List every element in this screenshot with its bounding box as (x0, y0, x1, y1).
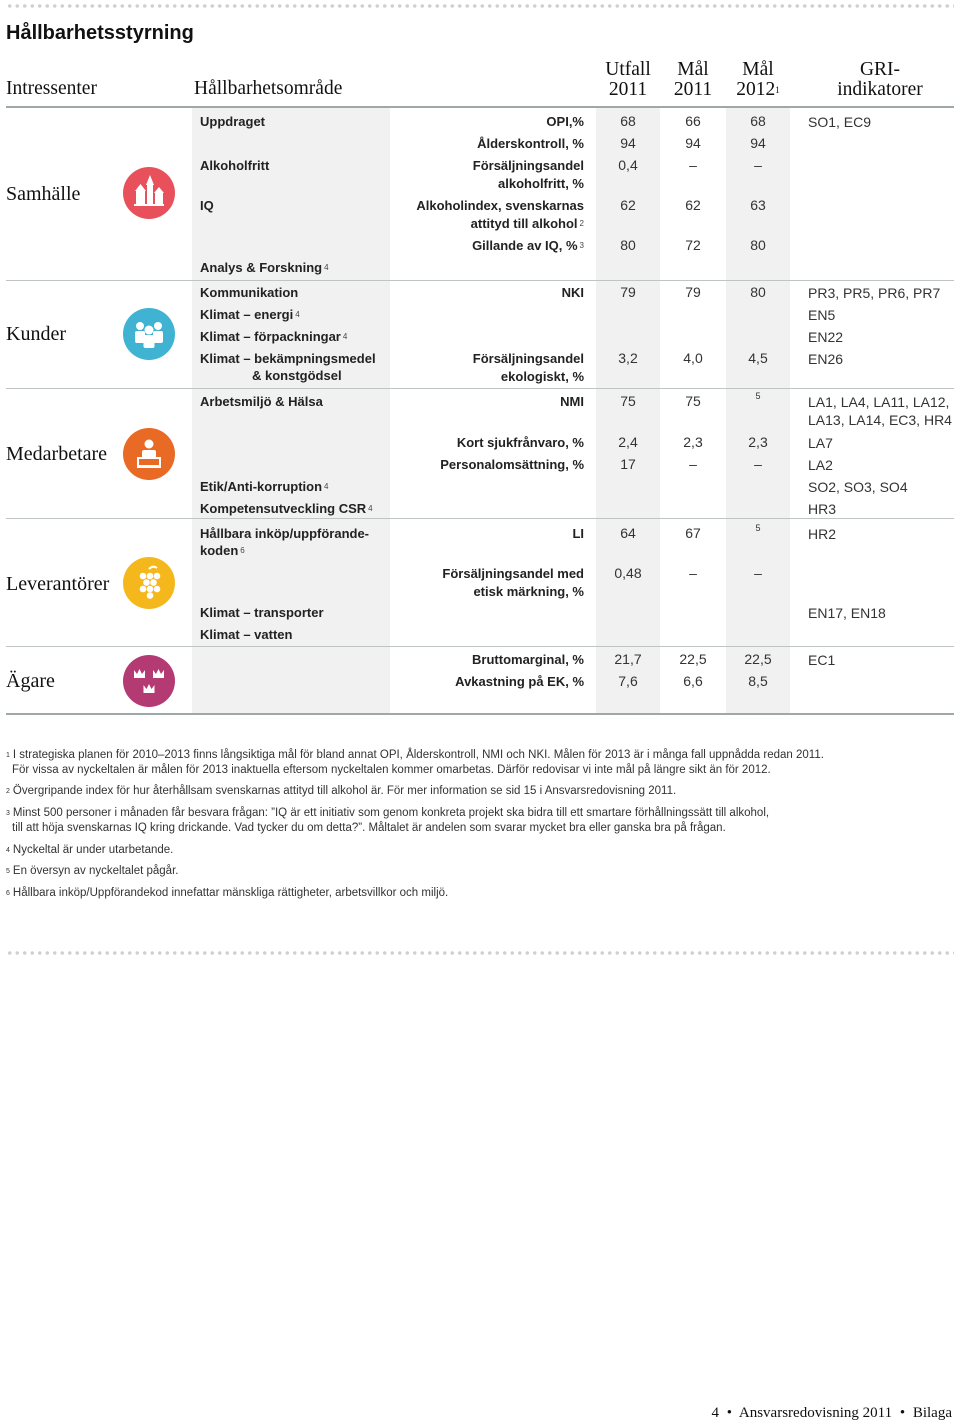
table-row (192, 154, 954, 191)
header-gri (810, 60, 950, 100)
indicator-line-2: ekologiskt, % (500, 369, 584, 384)
goal-2011-value: 22,5 (679, 651, 707, 667)
table-row (192, 390, 954, 428)
indicator-label (473, 157, 584, 193)
table-row (192, 475, 954, 497)
area-label: Alkoholfritt (200, 158, 270, 173)
area-label: Klimat – transporter (200, 605, 324, 620)
goal-2011-value: 4,0 (683, 350, 703, 366)
header-outcome-2011 (596, 60, 660, 100)
outcome-2011-value: 68 (620, 113, 636, 129)
group-separator (6, 388, 954, 389)
footnote-number: 3 (6, 810, 10, 817)
footnote-number: 6 (6, 890, 10, 897)
table-row (192, 281, 954, 303)
outcome-2011-value: 7,6 (618, 673, 638, 689)
table-row (192, 601, 954, 623)
area-line-2: koden (200, 543, 239, 558)
table-bottom-rule (6, 713, 954, 715)
area-text: Klimat – förpackningar (200, 329, 341, 344)
gri-indicators: EN5 (808, 307, 836, 323)
report-name: Ansvarsredovisning 2011 (738, 1405, 893, 1421)
header-gri-bottom: indikatorer (837, 79, 923, 100)
goal-2011-value: 66 (685, 113, 701, 129)
outcome-2011-value: 79 (620, 284, 636, 300)
area-label: Klimat – vatten (200, 627, 293, 642)
goal-2011-value: 67 (685, 525, 701, 541)
outcome-2011-value: 3,2 (618, 350, 638, 366)
gri-line-1: LA1, LA4, LA11, LA12, (808, 394, 950, 410)
header-goal2012-top: Mål (742, 59, 774, 80)
goal-2011-value: 94 (685, 135, 701, 151)
area-label (200, 500, 373, 517)
stakeholder-leverantorer: Leverantörer (6, 573, 110, 595)
indicator-label (416, 197, 584, 233)
footnote-ref: 4 (324, 263, 329, 272)
gri-line-2: LA13, LA14, EC3, HR4 (808, 412, 952, 428)
gri-indicators: LA2 (808, 457, 833, 473)
header-stakeholders: Intressenter (6, 78, 97, 99)
gri-indicators: EN17, EN18 (808, 605, 886, 621)
table-row (192, 648, 954, 670)
footnote-number: 4 (6, 847, 10, 854)
footnote-3 (6, 806, 769, 836)
footnote-text: I strategiska planen för 2010–2013 finns långsiktiga mål för bland annat OPI, Ålderskontroll, NMI och NKI. Målen för 2013 är i många fall uppnådda redan 2011. (12, 749, 824, 761)
indicator-line-2: alkoholfritt, % (498, 176, 584, 191)
goal-2012-value: 94 (750, 135, 766, 151)
goal-2011-value: 2,3 (683, 434, 703, 450)
outcome-2011-value: 75 (620, 393, 636, 409)
indicator-text: Gillande av IQ, % (472, 238, 578, 253)
table-row (192, 110, 954, 132)
area-line-1: Klimat – bekämpningsmedel (200, 351, 376, 366)
table-row (192, 453, 954, 475)
footnote-text: En översyn av nyckeltalet pågår. (12, 865, 179, 877)
indicator-label: Ålderskontroll, % (477, 136, 584, 151)
footnote-text: Nyckeltal är under utarbetande. (12, 844, 174, 856)
header-goal-2011 (661, 60, 725, 100)
goal-2012-footnote: 5 (755, 391, 761, 401)
goal-2011-value: – (689, 565, 697, 581)
footnote-text: Minst 500 personer i månaden får besvara frågan: ”IQ är ett initiativ som genom konkreta projekt ska bidra till ett smartare förhållningssätt till alkohol, (12, 807, 770, 819)
outcome-2011-value: 0,4 (618, 157, 638, 173)
indicator-label: Bruttomarginal, % (472, 652, 584, 667)
footnote-text: Övergripande index för hur återhållsam svenskarnas attityd till alkohol är. För mer information se sid 15 i Ansvarsredovisning 2011. (12, 785, 677, 797)
footnote-4 (6, 843, 173, 858)
goal-2012-value: 63 (750, 197, 766, 213)
goal-2012-value: 2,3 (748, 434, 768, 450)
stakeholder-samhalle: Samhälle (6, 183, 81, 205)
table-row (192, 562, 954, 599)
goal-2012-value: – (754, 565, 762, 581)
grapes-icon (123, 557, 175, 609)
three-crowns-icon (123, 655, 175, 707)
header-goal2011-top: Mål (677, 59, 709, 80)
indicator-label: Kort sjukfrånvaro, % (456, 435, 584, 450)
area-label: Uppdraget (200, 114, 265, 129)
header-goal2011-bottom: 2011 (673, 79, 713, 100)
goal-2012-footnote: 5 (755, 523, 761, 533)
indicator-line-1: Försäljningsandel (472, 351, 584, 366)
gri-indicators: EN22 (808, 329, 844, 345)
goal-2011-value: 6,6 (683, 673, 703, 689)
footnote-1 (6, 748, 824, 778)
indicator-line-1: Försäljningsandel med (442, 566, 584, 581)
footnote-6 (6, 886, 448, 901)
indicator-label: OPI,% (546, 114, 584, 129)
group-separator (6, 646, 954, 647)
area-label (200, 259, 329, 276)
footnote-ref: 4 (295, 310, 300, 319)
table-row (192, 431, 954, 453)
table-row (192, 670, 954, 692)
stakeholder-kunder: Kunder (6, 323, 66, 345)
goal-2012-value: 22,5 (744, 651, 772, 667)
area-label: Kommunikation (200, 285, 299, 300)
indicator-label (442, 565, 584, 601)
area-label (200, 328, 347, 345)
footnote-ref: 2 (579, 219, 584, 228)
goal-2011-value: 79 (685, 284, 701, 300)
footnote-number: 2 (6, 788, 10, 795)
table-row (192, 256, 954, 278)
footnote-ref: 4 (324, 482, 329, 491)
header-gri-top: GRI- (859, 59, 901, 80)
outcome-2011-value: 94 (620, 135, 636, 151)
footnote-ref: 4 (342, 332, 348, 341)
gri-indicators: EC1 (808, 652, 836, 668)
worker-icon (123, 428, 175, 480)
area-text: Analys & Forskning (200, 260, 323, 275)
footnote-ref: 4 (368, 504, 373, 513)
outcome-2011-value: 64 (620, 525, 636, 541)
goal-2012-value: 80 (750, 237, 766, 253)
outcome-2011-value: 21,7 (614, 651, 642, 667)
goal-2011-value: 75 (685, 393, 701, 409)
indicator-label (472, 237, 584, 255)
area-label (200, 306, 300, 323)
table-row (192, 623, 954, 645)
page-footer (711, 1405, 952, 1422)
table-row (192, 132, 954, 154)
gri-indicators: HR2 (808, 526, 837, 542)
footnote-text: För vissa av nyckeltalen är målen för 2013 inaktuella eftersom nyckeltalen kommer omarbetas. Därför redovisar vi inte mål på längre sikt än för 2012. (12, 764, 771, 776)
area-text: Etik/Anti-korruption (200, 479, 323, 494)
outcome-2011-value: 62 (620, 197, 636, 213)
goal-2012-value: 4,5 (748, 350, 768, 366)
outcome-2011-value: 80 (620, 237, 636, 253)
area-label (200, 478, 329, 495)
table-row (192, 347, 954, 384)
footnote-ref: 3 (579, 241, 584, 250)
people-icon (123, 308, 175, 360)
outcome-2011-value: 17 (620, 456, 636, 472)
footnote-5 (6, 864, 178, 879)
area-text: Klimat – energi (200, 307, 294, 322)
indicator-label (473, 350, 584, 386)
page-number: 4 (711, 1405, 719, 1421)
gri-indicators: EN26 (808, 351, 844, 367)
top-dotted-rule (6, 4, 954, 8)
area-label: Arbetsmiljö & Hälsa (200, 394, 323, 409)
area-label (200, 350, 376, 384)
village-icon (123, 167, 175, 219)
footnote-ref: 6 (240, 546, 245, 555)
indicator-label: Avkastning på EK, % (455, 674, 584, 689)
goal-2012-value: 68 (750, 113, 766, 129)
table-row (192, 303, 954, 325)
page-title: Hållbarhetsstyrning (6, 22, 194, 44)
header-rule (6, 106, 954, 108)
indicator-label: LI (572, 526, 584, 541)
gri-indicators: PR3, PR5, PR6, PR7 (808, 285, 941, 301)
goal-2011-value: 62 (685, 197, 701, 213)
table-row (192, 325, 954, 347)
stakeholder-agare: Ägare (6, 670, 55, 692)
area-label: IQ (200, 198, 214, 213)
goal-2011-value: – (689, 456, 697, 472)
gri-indicators: SO1, EC9 (808, 114, 872, 130)
footer-bullet: • (899, 1405, 906, 1421)
area-line-2: & konstgödsel (252, 368, 342, 383)
goal-2011-value: – (689, 157, 697, 173)
area-line-1: Hållbara inköp/uppförande- (200, 526, 370, 541)
stakeholder-medarbetare: Medarbetare (6, 443, 108, 465)
gri-indicators: HR3 (808, 501, 837, 517)
indicator-line-1: Alkoholindex, svenskarnas (416, 198, 584, 213)
gri-indicators (808, 393, 952, 429)
indicator-label: Personalomsättning, % (440, 457, 584, 472)
header-outcome-bottom: 2011 (608, 79, 648, 100)
goal-2012-value: – (754, 456, 762, 472)
header-goal2012-bottom: 2012 (736, 79, 776, 100)
indicator-label: NMI (560, 394, 584, 409)
table-row (192, 234, 954, 256)
table-row (192, 497, 954, 519)
gri-indicators: LA7 (808, 435, 833, 451)
footnote-number: 5 (6, 868, 10, 875)
footnote-2 (6, 784, 676, 799)
indicator-line-2: attityd till alkohol (470, 216, 578, 231)
goal-2012-value: – (754, 157, 762, 173)
table-row (192, 522, 954, 558)
goal-2012-value: 8,5 (748, 673, 768, 689)
indicator-line-1: Försäljningsandel (472, 158, 584, 173)
header-outcome-top: Utfall (605, 59, 651, 80)
goal-2012-value: 80 (750, 284, 766, 300)
goal-2011-value: 72 (685, 237, 701, 253)
footnote-text: till att höja svenskarnas IQ kring drickande. Vad tycker du om detta?”. Måltalet är andelen som svarar mycket bra eller ganska bra på frågan. (12, 822, 726, 834)
footnote-text: Hållbara inköp/Uppförandekod innefattar mänskliga rättigheter, arbetsvillkor och miljö. (12, 887, 449, 899)
outcome-2011-value: 2,4 (618, 434, 638, 450)
area-text: Kompetensutveckling CSR (200, 501, 367, 516)
header-goal-2012 (726, 60, 790, 100)
outcome-2011-value: 0,48 (614, 565, 642, 581)
indicator-line-2: etisk märkning, % (473, 584, 584, 599)
header-area: Hållbarhetsområde (194, 78, 343, 99)
appendix-label: Bilaga (912, 1405, 952, 1421)
area-label (200, 525, 369, 559)
table-row (192, 194, 954, 231)
gri-indicators: SO2, SO3, SO4 (808, 479, 908, 495)
footnote-number: 1 (6, 752, 10, 759)
indicator-label: NKI (561, 285, 584, 300)
bottom-dotted-rule (6, 951, 954, 955)
footer-bullet: • (726, 1405, 732, 1421)
header-goal2012-sup: 1 (775, 85, 780, 95)
